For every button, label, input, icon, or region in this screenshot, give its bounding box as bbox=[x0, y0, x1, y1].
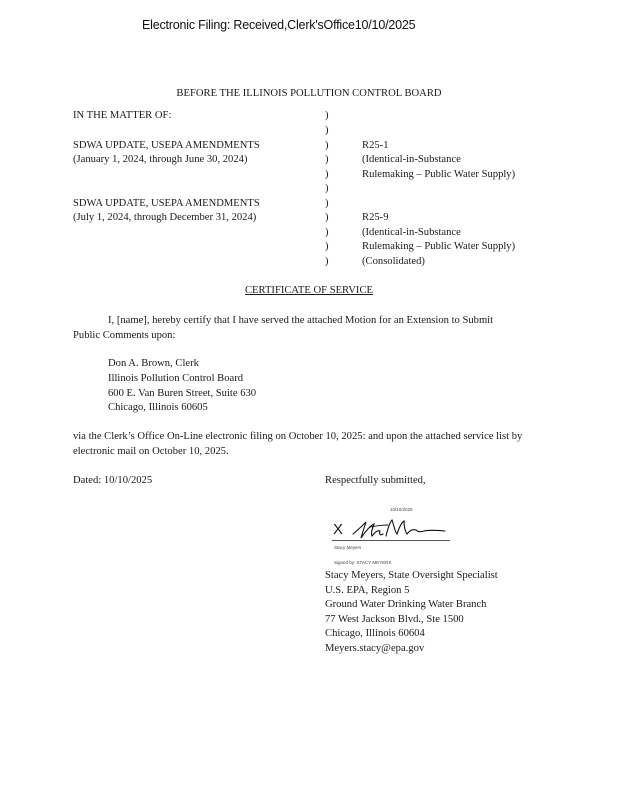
signature-printed-name: Stacy Meyers bbox=[334, 545, 362, 550]
filing-stamp: Electronic Filing: Received,Clerk'sOffice10/10/2025 bbox=[142, 18, 416, 32]
respectfully-submitted: Respectfully submitted, bbox=[325, 475, 426, 486]
body-paragraph-1-line-1: I, [name], hereby certify that I have served the attached Motion for an Extension to Submit bbox=[108, 315, 494, 326]
caption-paren: ) bbox=[325, 256, 329, 267]
dated-line: Dated: 10/10/2025 bbox=[73, 475, 153, 486]
caption-paren: ) bbox=[325, 241, 329, 252]
caption-paren: ) bbox=[325, 110, 329, 121]
body-paragraph-2-line-1: via the Clerk’s Office On-Line electronic filing on October 10, 2025: and upon the attached service list by bbox=[73, 431, 523, 442]
signature-x-mark: X bbox=[333, 521, 344, 538]
caption-paren: ) bbox=[325, 125, 329, 136]
caption-left-line-4: (July 1, 2024, through December 31, 2024) bbox=[73, 212, 257, 223]
caption-paren: ) bbox=[325, 198, 329, 209]
address-line-1: Don A. Brown, Clerk bbox=[108, 358, 199, 369]
signer-name-title: Stacy Meyers, State Oversight Specialist bbox=[325, 570, 498, 581]
address-line-2: Illinois Pollution Control Board bbox=[108, 373, 244, 384]
body-paragraph-2-line-2: electronic mail on October 10, 2025. bbox=[73, 446, 229, 457]
signature-signed-by: Signed by: STACY MEYERS bbox=[334, 560, 392, 565]
case-number-r25-1: R25-1 bbox=[362, 140, 389, 151]
signer-email: Meyers.stacy@epa.gov bbox=[325, 643, 425, 654]
signer-street: 77 West Jackson Blvd., Ste 1500 bbox=[325, 614, 464, 625]
caption-right-line-3: Rulemaking – Public Water Supply) bbox=[362, 169, 516, 180]
certificate-title: CERTIFICATE OF SERVICE bbox=[244, 285, 373, 296]
case-number-r25-9: R25-9 bbox=[362, 212, 389, 223]
address-line-3: 600 E. Van Buren Street, Suite 630 bbox=[108, 388, 257, 399]
signer-branch: Ground Water Drinking Water Branch bbox=[325, 599, 487, 610]
caption-right-line-6: Rulemaking – Public Water Supply) bbox=[362, 241, 516, 252]
caption-paren: ) bbox=[325, 212, 329, 223]
caption-left-line-2: (January 1, 2024, through June 30, 2024) bbox=[73, 154, 248, 165]
caption-left-line-3: SDWA UPDATE, USEPA AMENDMENTS bbox=[73, 198, 260, 209]
caption-paren: ) bbox=[325, 227, 329, 238]
signature-date: 10/10/2025 bbox=[390, 507, 413, 512]
caption-paren: ) bbox=[325, 140, 329, 151]
signature-line bbox=[332, 540, 450, 541]
caption-matter: IN THE MATTER OF: bbox=[73, 110, 172, 121]
caption-paren: ) bbox=[325, 183, 329, 194]
caption-right-line-2: (Identical-in-Substance bbox=[362, 154, 461, 165]
caption-paren: ) bbox=[325, 154, 329, 165]
address-line-4: Chicago, Illinois 60605 bbox=[108, 402, 208, 413]
caption-right-line-7: (Consolidated) bbox=[362, 256, 425, 267]
caption-left-line-1: SDWA UPDATE, USEPA AMENDMENTS bbox=[73, 140, 260, 151]
body-paragraph-1-line-2: Public Comments upon: bbox=[73, 330, 176, 341]
caption-paren: ) bbox=[325, 169, 329, 180]
signer-agency: U.S. EPA, Region 5 bbox=[325, 585, 410, 596]
caption-right-line-5: (Identical-in-Substance bbox=[362, 227, 461, 238]
signer-city: Chicago, Illinois 60604 bbox=[325, 628, 425, 639]
document-heading: BEFORE THE ILLINOIS POLLUTION CONTROL BOARD bbox=[176, 88, 442, 99]
